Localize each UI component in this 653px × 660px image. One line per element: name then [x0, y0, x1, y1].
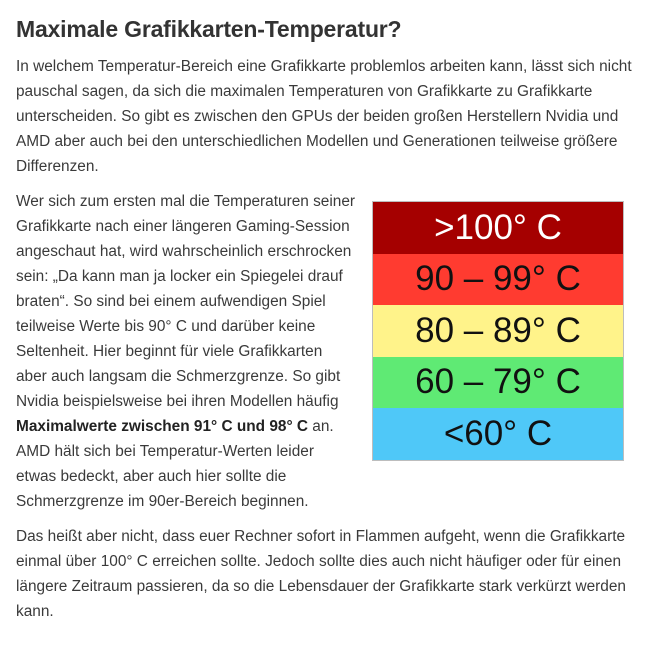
temp-row-90-99: 90 – 99° C [373, 254, 623, 306]
temp-row-over-100: >100° C [373, 202, 623, 254]
temperature-paragraph-text: Wer sich zum ersten mal die Temperaturen seiner Grafikkarte nach einer längeren Gaming-Session angeschaut hat, wird wahrscheinlich erschrocken sein: „Da kann man ja locker ein Spiegelei drauf braten“. So sind bei einem aufwendigen Spiel teilweise Werte bis 90° C und darüber keine Seltenheit. Hier beginnt für viele Grafikkarten aber auch langsam die Schmerzgrenze. So gibt Nvidia beispielsweise bei ihren Modellen häufig [16, 193, 356, 410]
max-values-highlight: Maximalwerte zwischen 91° C und 98° C [16, 418, 309, 435]
temp-row-under-60: <60° C [373, 408, 623, 460]
intro-paragraph: In welchem Temperatur-Bereich eine Grafikkarte problemlos arbeiten kann, lässt sich nicht pauschal sagen, da sich die maximalen Temperaturen von Grafikkarte zu Grafikkarte unterscheiden. So gibt es zwischen den GPUs der beiden großen Herstellern Nvidia und AMD aber auch bei den unterschiedlichen Modellen und Generationen teilweise größere Differenzen. [16, 58, 632, 175]
temperature-chart [372, 201, 624, 461]
temp-row-80-89: 80 – 89° C [373, 305, 623, 357]
conclusion-paragraph: Das heißt aber nicht, dass euer Rechner sofort in Flammen aufgeht, wenn die Grafikkarte einmal über 100° C erreichen sollte. Jedoch sollte dies auch nicht häufiger oder für einen längere Zeitraum passieren, da so die Lebensdauer der Grafikkarte stark verkürzt werden kann. [16, 528, 626, 620]
article-title: Maximale Grafikkarten-Temperatur? [16, 16, 402, 42]
temp-row-60-79: 60 – 79° C [373, 357, 623, 409]
temperature-paragraph-text-end: an. AMD hält sich bei Temperatur-Werten leider etwas bedeckt, aber auch hier sollte die Schmerzgrenze im 90er-Bereich beginnen. [16, 418, 334, 510]
